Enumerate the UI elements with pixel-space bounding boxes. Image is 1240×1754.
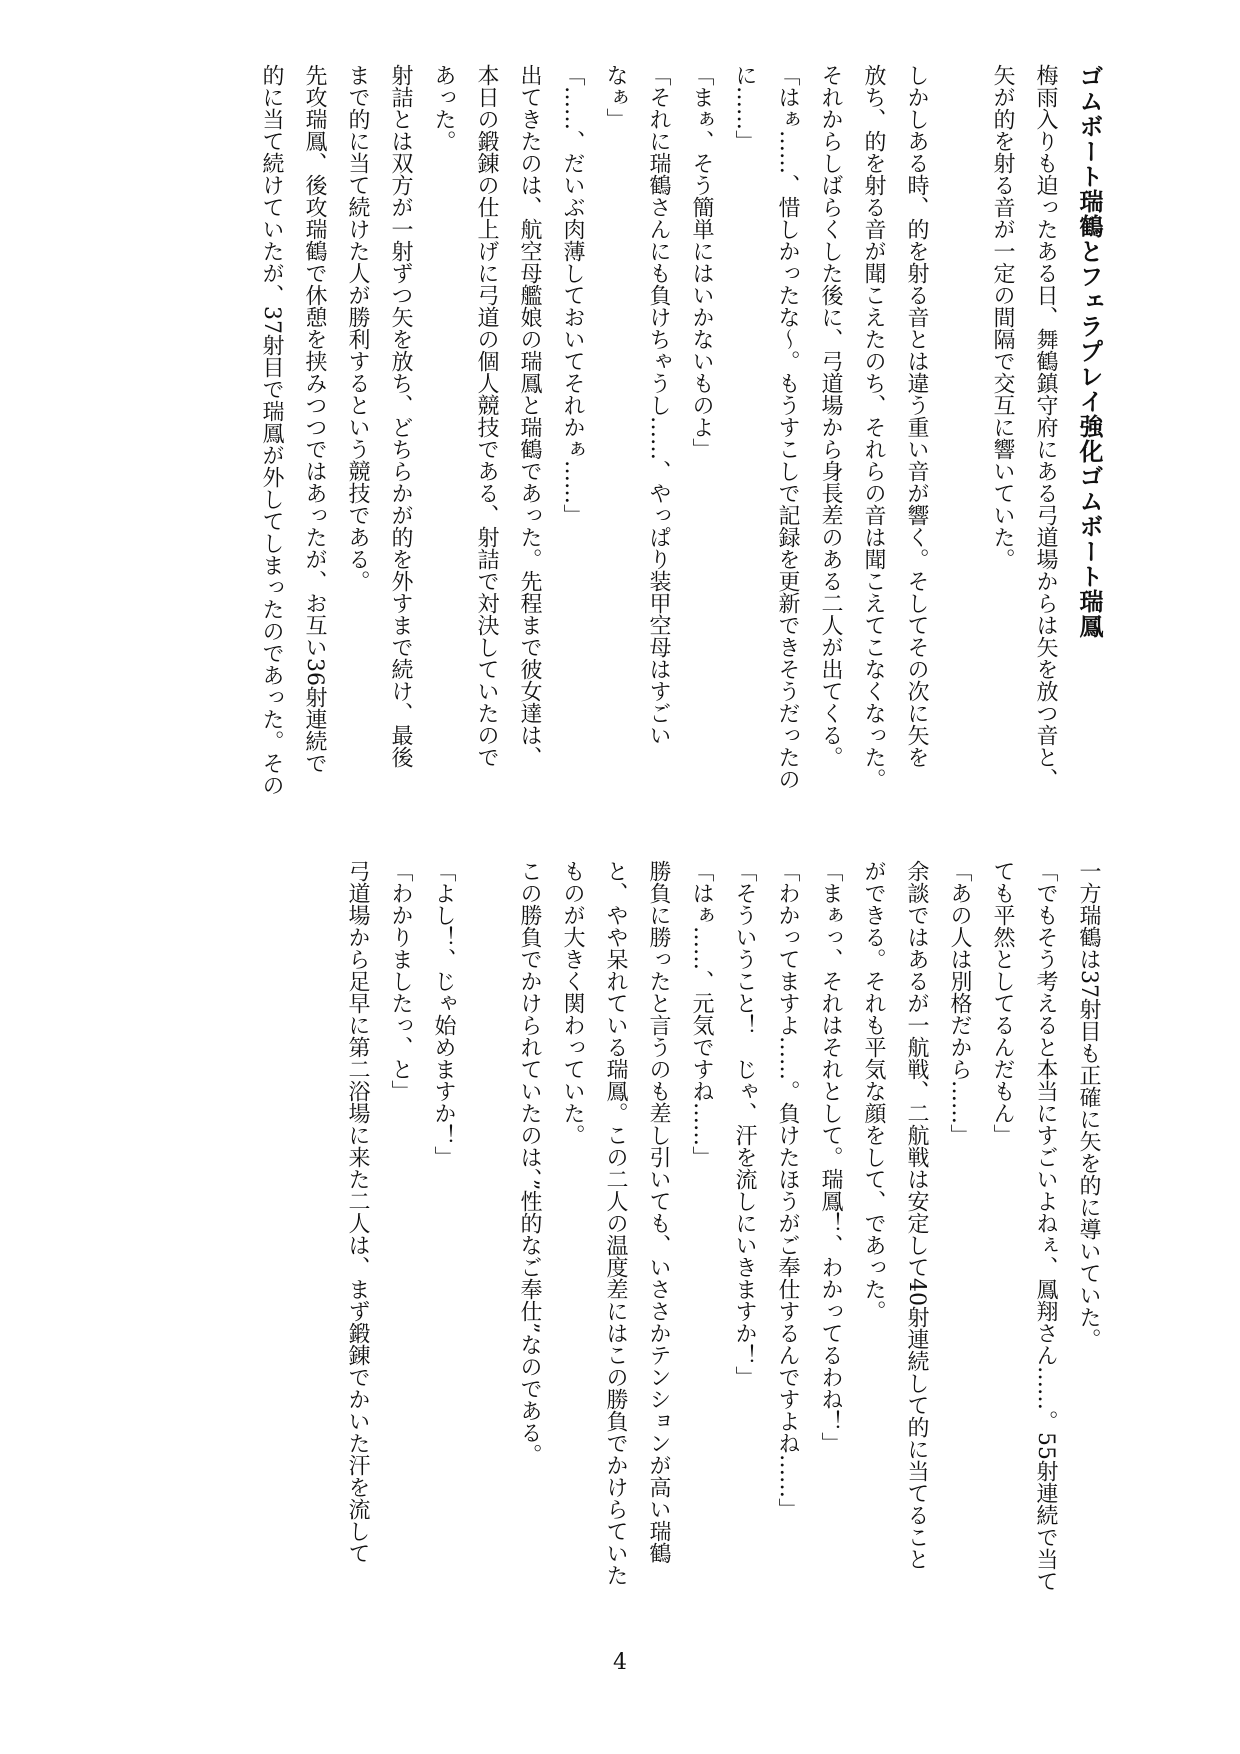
text-line: なぁ」 <box>603 64 628 130</box>
text-line: 出てきたのは、航空母艦娘の瑞鳳と瑞鶴であった。先程まで彼女達は、 <box>517 64 542 768</box>
text-line: 一方瑞鶴は37射目も正確に矢を的に導いていた。 <box>1076 860 1101 1350</box>
text-line: 「はぁ……、元気ですね……」 <box>689 860 714 1168</box>
text-line: 放ち、的を射る音が聞こえたのち、それらの音は聞こえてこなくなった。 <box>861 64 886 790</box>
text-line: 梅雨入りも迫ったある日、舞鶴鎮守府にある弓道場からは矢を放つ音と、 <box>1033 64 1058 790</box>
text-line: 弓道場から足早に第二浴場に来た二人は、まず鍛錬でかいた汗を流して <box>345 860 370 1564</box>
text-line: ものが大きく関わっていた。 <box>560 860 585 1146</box>
text-line: 矢が的を射る音が一定の間隔で交互に響いていた。 <box>990 64 1015 570</box>
story-title: ゴムボート瑞鶴とフェラプレイ強化ゴムボート瑞鳳 <box>1075 64 1103 639</box>
text-line: ても平然としてるんだもん」 <box>990 860 1015 1146</box>
text-line: まで的に当て続けた人が勝利するという競技である。 <box>345 64 370 592</box>
text-line: 「よし！、じゃ始めますか！」 <box>431 860 456 1168</box>
text-line: 勝負に勝ったと言うのも差し引いても、いささかテンションが高い瑞鶴 <box>646 860 671 1564</box>
text-line: 「そういうこと！ じゃ、汗を流しにいきますか！」 <box>732 860 757 1388</box>
text-line: ができる。それも平気な顔をして、であった。 <box>861 860 886 1322</box>
text-line: あった。 <box>431 64 456 152</box>
text-line: 「わかってますよ……。負けたほうがご奉仕するんですよね……」 <box>775 860 800 1520</box>
upper-text-block <box>110 64 1110 806</box>
blank-line <box>938 64 981 806</box>
text-line: 「……、だいぶ肉薄しておいてそれかぁ……」 <box>560 64 585 526</box>
text-line: 「まぁ、そう簡単にはいかないものよ」 <box>689 64 714 460</box>
text-line: 先攻瑞鳳、後攻瑞鶴で休憩を挟みつつではあったが、お互い36射連続で <box>302 64 327 774</box>
text-line: 「まぁっ、それはそれとして。瑞鳳！、わかってるわね！」 <box>818 860 843 1454</box>
text-line: 「あの人は別格だから……」 <box>947 860 972 1146</box>
text-line: 「でもそう考えると本当にすごいよねぇ、鳳翔さん……。55射連続で当て <box>1033 860 1058 1592</box>
page-number: 4 <box>613 1650 627 1675</box>
lower-text-block <box>110 860 1110 1602</box>
text-line: 「それに瑞鶴さんにも負けちゃうし……、やっぱり装甲空母はすごい <box>646 64 671 746</box>
text-line: 「はぁ……、惜しかったな～。もうすこしで記録を更新できそうだったの <box>775 64 800 790</box>
blank-line <box>465 860 508 1602</box>
text-line: 射詰とは双方が一射ずつ矢を放ち、どちらかが的を外すまで続け、最後 <box>388 64 413 768</box>
text-line: 余談ではあるが一航戦、二航戦は安定して40射連続して的に当てること <box>904 860 929 1570</box>
text-line: と、やや呆れている瑞鳳。この二人の温度差にはこの勝負でかけらていた <box>603 860 628 1586</box>
text-line: それからしばらくした後に、弓道場から身長差のある二人が出てくる。 <box>818 64 843 768</box>
text-line: しかしある時、的を射る音とは違う重い音が響く。そしてその次に矢を <box>904 64 929 768</box>
text-line: 本日の鍛錬の仕上げに弓道の個人競技である、射詰で対決していたので <box>474 64 499 768</box>
text-line: 「わかりましたっ、と」 <box>388 860 413 1102</box>
text-line: に……」 <box>732 64 757 152</box>
text-line: 的に当て続けていたが、37射目で瑞鳳が外してしまったのであった。その <box>259 64 284 796</box>
text-line: この勝負でかけられていたのは、”性的なご奉仕”なのである。 <box>517 860 542 1466</box>
